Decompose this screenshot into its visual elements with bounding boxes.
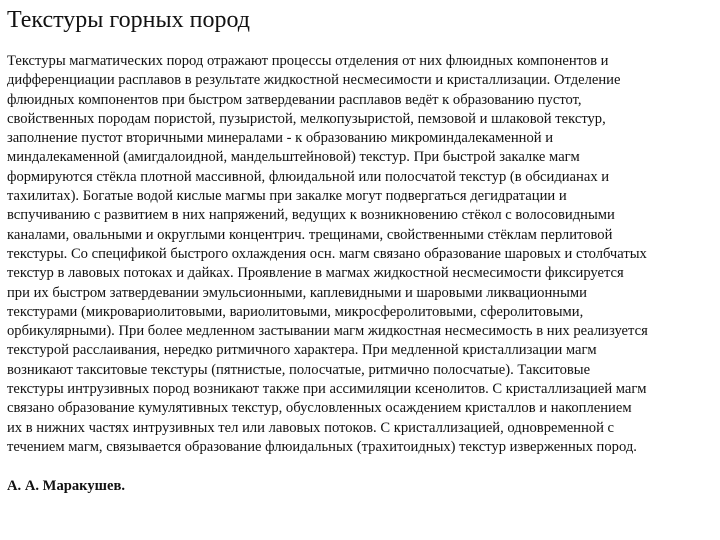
body-line: текстур в лавовых потоках и дайках. Проявление в магмах жидкостной несмесимости фиксируется (7, 265, 624, 282)
page-title: Текстуры горных пород (7, 7, 250, 33)
body-line: каналами, овальными и округлыми концентрич. трещинами, свойственными стёклам перлитовой (7, 226, 613, 243)
body-line: их в нижних частях интрузивных тел или лавовых потоков. С кристаллизацией, одновременной с (7, 419, 615, 436)
body-line: текстурами (микровариолитовыми, вариолитовыми, микросферолитовыми, сферолитовыми, (7, 303, 584, 320)
body-line: текстуры интрузивных пород возникают также при ассимиляции ксенолитов. С кристаллизацией магм (7, 381, 647, 398)
author-signature: А. А. Маракушев. (7, 478, 125, 494)
body-line: Текстуры магматических пород отражают процессы отделения от них флюидных компонентов и (7, 53, 609, 69)
body-line: при их быстром затвердевании эмульсионными, каплевидными и шаровыми ликвационными (7, 284, 587, 301)
body-line: текстуры. Со спецификой быстрого охлаждения осн. магм связано образование шаровых и столбчатых (7, 245, 647, 262)
body-line: свойственных породам пористой, пузыристой, мелкопузыристой, пемзовой и шлаковой текстур, (7, 110, 606, 127)
body-line: течением магм, связывается образование флюидальных (трахитоидных) текстур изверженных пород. (7, 438, 637, 455)
body-line: вспучиванию с развитием в них напряжений, ведущих к возникновению стёкол с волосовидными (7, 207, 615, 224)
body-line: текстурой расслаивания, нередко ритмичного характера. При медленной кристаллизации магм (7, 342, 597, 359)
body-line: флюидных компонентов при быстром затвердевании расплавов ведёт к образованию пустот, (7, 91, 582, 108)
body-line: миндалекаменной (амигдалоидной, мандельштейновой) текстур. При быстрой закалке магм (7, 149, 580, 166)
body-line: дифференциации расплавов в результате жидкостной несмесимости и кристаллизации. Отделение (7, 72, 621, 89)
body-line: формируются стёкла плотной массивной, флюидальной или полосчатой текстур (в обсидианах и (7, 168, 610, 185)
body-line: связано образование кумулятивных текстур, обусловленных осаждением кристаллов и накоплением (7, 400, 632, 417)
article-body (7, 52, 713, 457)
body-line: орбикулярными). При более медленном застывании магм жидкостная несмесимость в них реализуется (7, 323, 648, 340)
body-line: тахилитах). Богатые водой кислые магмы при закалке могут подвергаться дегидратации и (7, 188, 567, 205)
body-line: заполнение пустот вторичными минералами - к образованию микроминдалекаменной и (7, 130, 554, 147)
body-line: возникают такситовые текстуры (пятнистые, полосчатые, ритмично полосчатые). Такситовые (7, 361, 591, 378)
